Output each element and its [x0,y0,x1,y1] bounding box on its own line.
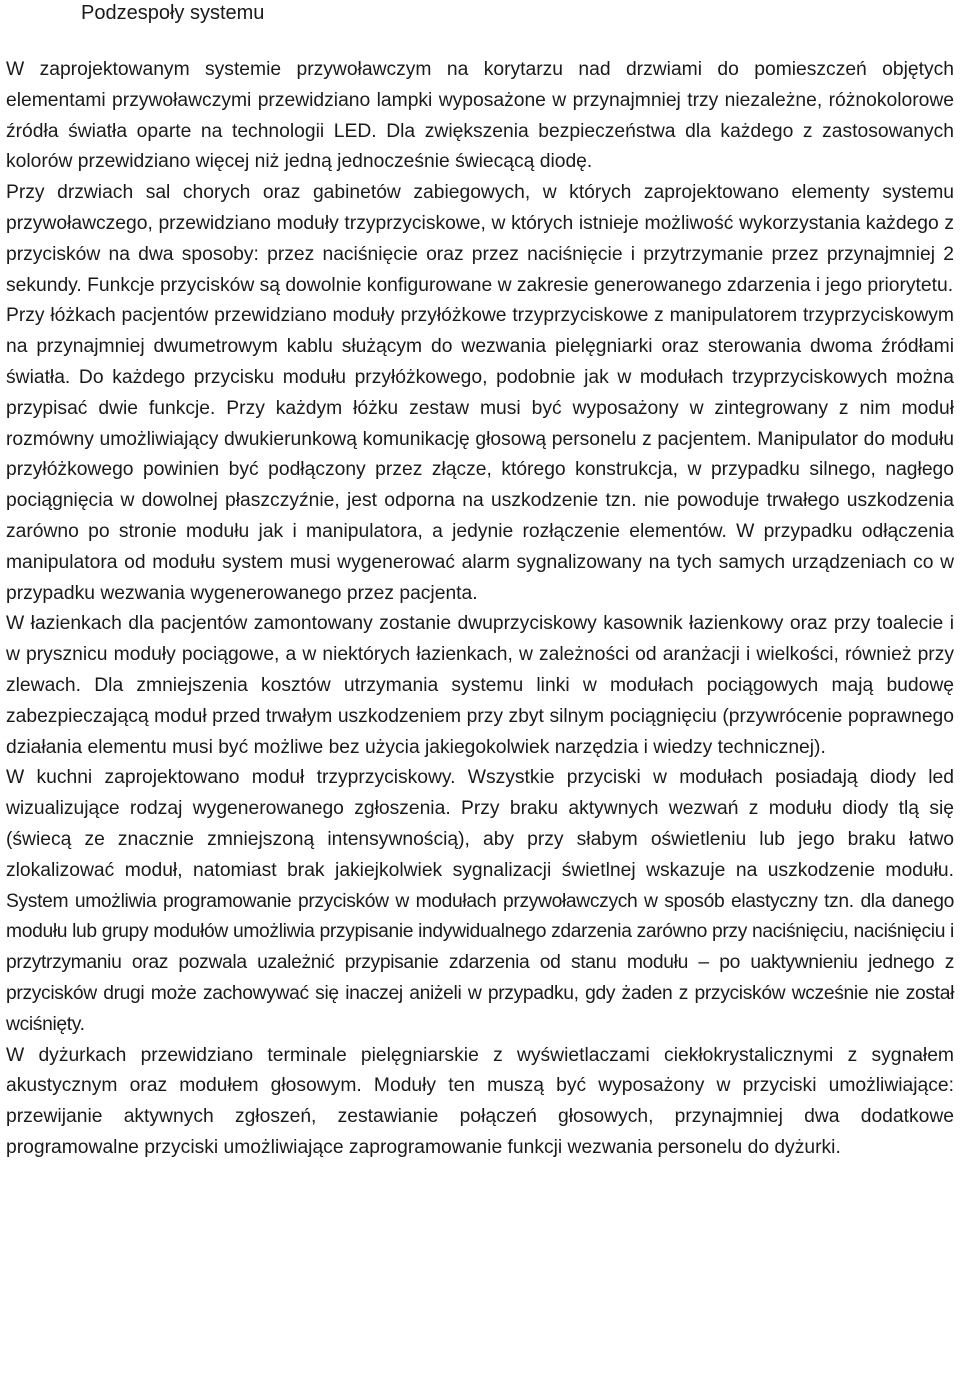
document-body [6,55,954,1164]
paragraph-text: W przypadku odłączenia manipulatora od modułu system musi wygenerować alarm sygnalizowany na tych samych urządzeniach co w przypadku wezwania wygenerowanego przez pacjenta. [6,520,954,604]
paragraph-text: Manipulator do modułu przyłóżkowego powinien być podłączony przez złącze, którego konstrukcja, w przypadku silnego, nagłego pociągnięcia w dowolnej płaszczyźnie, jest odporna na uszkodzenie tzn. nie powoduje trwałego uszkodzenia zarówno po stronie modułu jak i manipulatora, a jedynie rozłączenie elementów. [6,428,954,542]
paragraph-text: Do każdego przycisku modułu przyłóżkowego, podobnie jak w modułach trzyprzyciskowych można przypisać dwie funkcje. [6,366,954,419]
paragraph-text: W kuchni zaprojektowano moduł trzyprzyciskowy. [6,767,456,789]
paragraph-room-modules [6,178,954,301]
paragraph-kitchen [6,763,954,1040]
paragraph-text: Wszystkie przyciski w modułach posiadają diody led wizualizujące rodzaj wygenerowanego zgłoszenia. [6,767,954,820]
paragraph-text: W łazienkach dla pacjentów zamontowany zostanie dwuprzyciskowy kasownik łazienkowy oraz przy toalecie i w prysznicu moduły pociągowe, a w niektórych łazienkach, w zależności od aranżacji i wielkości, również przy zlewach. [6,613,954,696]
paragraph-text: Przy każdym łóżku zestaw musi być wyposażony w zintegrowany z nim moduł rozmówny umożliwiający dwukierunkową komunikację głosową personelu z pacjentem. [6,397,954,450]
paragraph-text: Przy łóżkach pacjentów przewidziano moduły przyłóżkowe trzyprzyciskowe z manipulatorem trzyprzyciskowym na przynajmniej dwumetrowym kablu służącym do wezwania pielęgniarki oraz sterowania dwoma źródłami światła. [6,305,954,388]
paragraph-text: Przy braku aktywnych wezwań z modułu diody tlą się (świecą ze znacznie zmniejszoną intensywnością), aby przy słabym oświetleniu lub jego braku łatwo zlokalizować moduł, natomiast brak jakiejkolwiek sygnalizacji świetlnej wskazuje na uszkodzenie modułu. [6,798,954,881]
paragraph-text: W dyżurkach przewidziano terminale pielęgniarskie z wyświetlaczami ciekłokrystalicznymi z sygnałem akustycznym oraz modułem głosowym. [6,1044,954,1097]
paragraph-text: Moduły ten muszą być wyposażony w przyciski umożliwiające: przewijanie aktywnych zgłoszeń, zestawianie połączeń głosowych, przynajmniej dwa dodatkowe programowalne przyciski umożliwiające zaprogramowanie funkcji wezwania personelu do dyżurki. [6,1075,954,1158]
paragraph-text: W zaprojektowanym systemie przywoławczym na korytarzu nad drzwiami do pomieszczeń objętych elementami przywoławczymi przewidziano lampki wyposażone w przynajmniej trzy niezależne, różnokolorowe źródła światła oparte na technologii LED. Dla zwiększenia bezpieczeństwa dla każdego z zastosowanych kolorów przewidziano więcej niż jedną jednocześnie świecącą diodę. [6,59,954,173]
paragraph-bedside-modules [6,301,954,609]
section-heading: Podzespoły systemu [81,2,265,24]
paragraph-text: Przy drzwiach sal chorych oraz gabinetów zabiegowych, w których zaprojektowano elementy systemu przywoławczego, przewidziano moduły trzyprzyciskowe, w których istnieje możliwość wykorzystania każdego z przycisków na dwa sposoby: przez naciśnięcie oraz przez naciśnięcie i przytrzymanie przez przynajmniej 2 sekundy. [6,182,954,296]
paragraph-text: System umożliwia programowanie przycisków w modułach przywoławczych w sposób elastyczny tzn. dla danego modułu lub grupy modułów umożliwia przypisanie indywidualnego zdarzenia zarówno przy naciśnięciu, naciśnięciu i przytrzymaniu oraz pozwala uzależnić przypisanie zdarzenia od stanu modułu – po uaktywnieniu jednego z przycisków drugi może zachowywać się inaczej aniżeli w przypadku, gdy żaden z przycisków wcześnie nie został wciśnięty. [6,890,954,1035]
paragraph-text: Funkcje przycisków są dowolnie konfigurowane w zakresie generowanego zdarzenia i jego priorytetu. [81,274,954,296]
paragraph-nurse-stations [6,1041,954,1164]
paragraph-corridor-lamps [6,55,954,178]
paragraph-text: Dla zmniejszenia kosztów utrzymania systemu linki w modułach pociągowych mają budowę zabezpieczającą moduł przed trwałym uszkodzeniem przy zbyt silnym pociągnięciu (przywrócenie poprawnego działania elementu musi być możliwe bez użycia jakiegokolwiek narzędzia i wiedzy technicznej). [6,674,954,758]
paragraph-bathrooms [6,609,954,763]
